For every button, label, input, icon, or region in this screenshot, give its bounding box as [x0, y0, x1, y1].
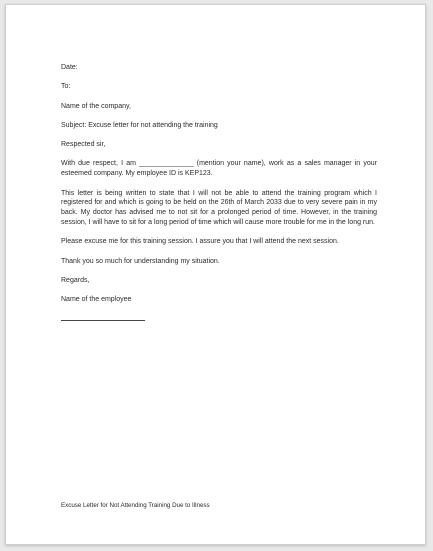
footer-caption: Excuse Letter for Not Attending Training Due to Illness [61, 502, 210, 509]
paragraph-reason: This letter is being written to state that I will not be able to attend the training program which I registered for and which is going to be held on the 26th of March 2033 due to very severe pain in my back. My doctor has advised me to not sit for a prolonged period of time. However, in the training session, I will have to sit for a long period of time which will cause more trouble for me in the long run. [61, 189, 377, 226]
signer-name: Name of the employee [61, 296, 132, 304]
signature-line [61, 320, 145, 321]
paragraph-request: Please excuse me for this training session. I assure you that I will attend the next session. [61, 238, 339, 246]
document-page [5, 4, 426, 545]
letter-body [61, 63, 377, 321]
paragraph-intro: With due respect, I am ______________ (mention your name), work as a sales manager in your esteemed company. My employee ID is KEP123. [61, 160, 377, 178]
closing: Regards, [61, 276, 90, 284]
paragraph-thanks: Thank you so much for understanding my situation. [61, 257, 220, 265]
to-label: To: [61, 83, 71, 91]
salutation: Respected sir, [61, 141, 106, 149]
subject-line: Subject: Excuse letter for not attending the training [61, 121, 218, 129]
company-line: Name of the company, [61, 102, 131, 110]
date-label: Date: [61, 64, 78, 71]
